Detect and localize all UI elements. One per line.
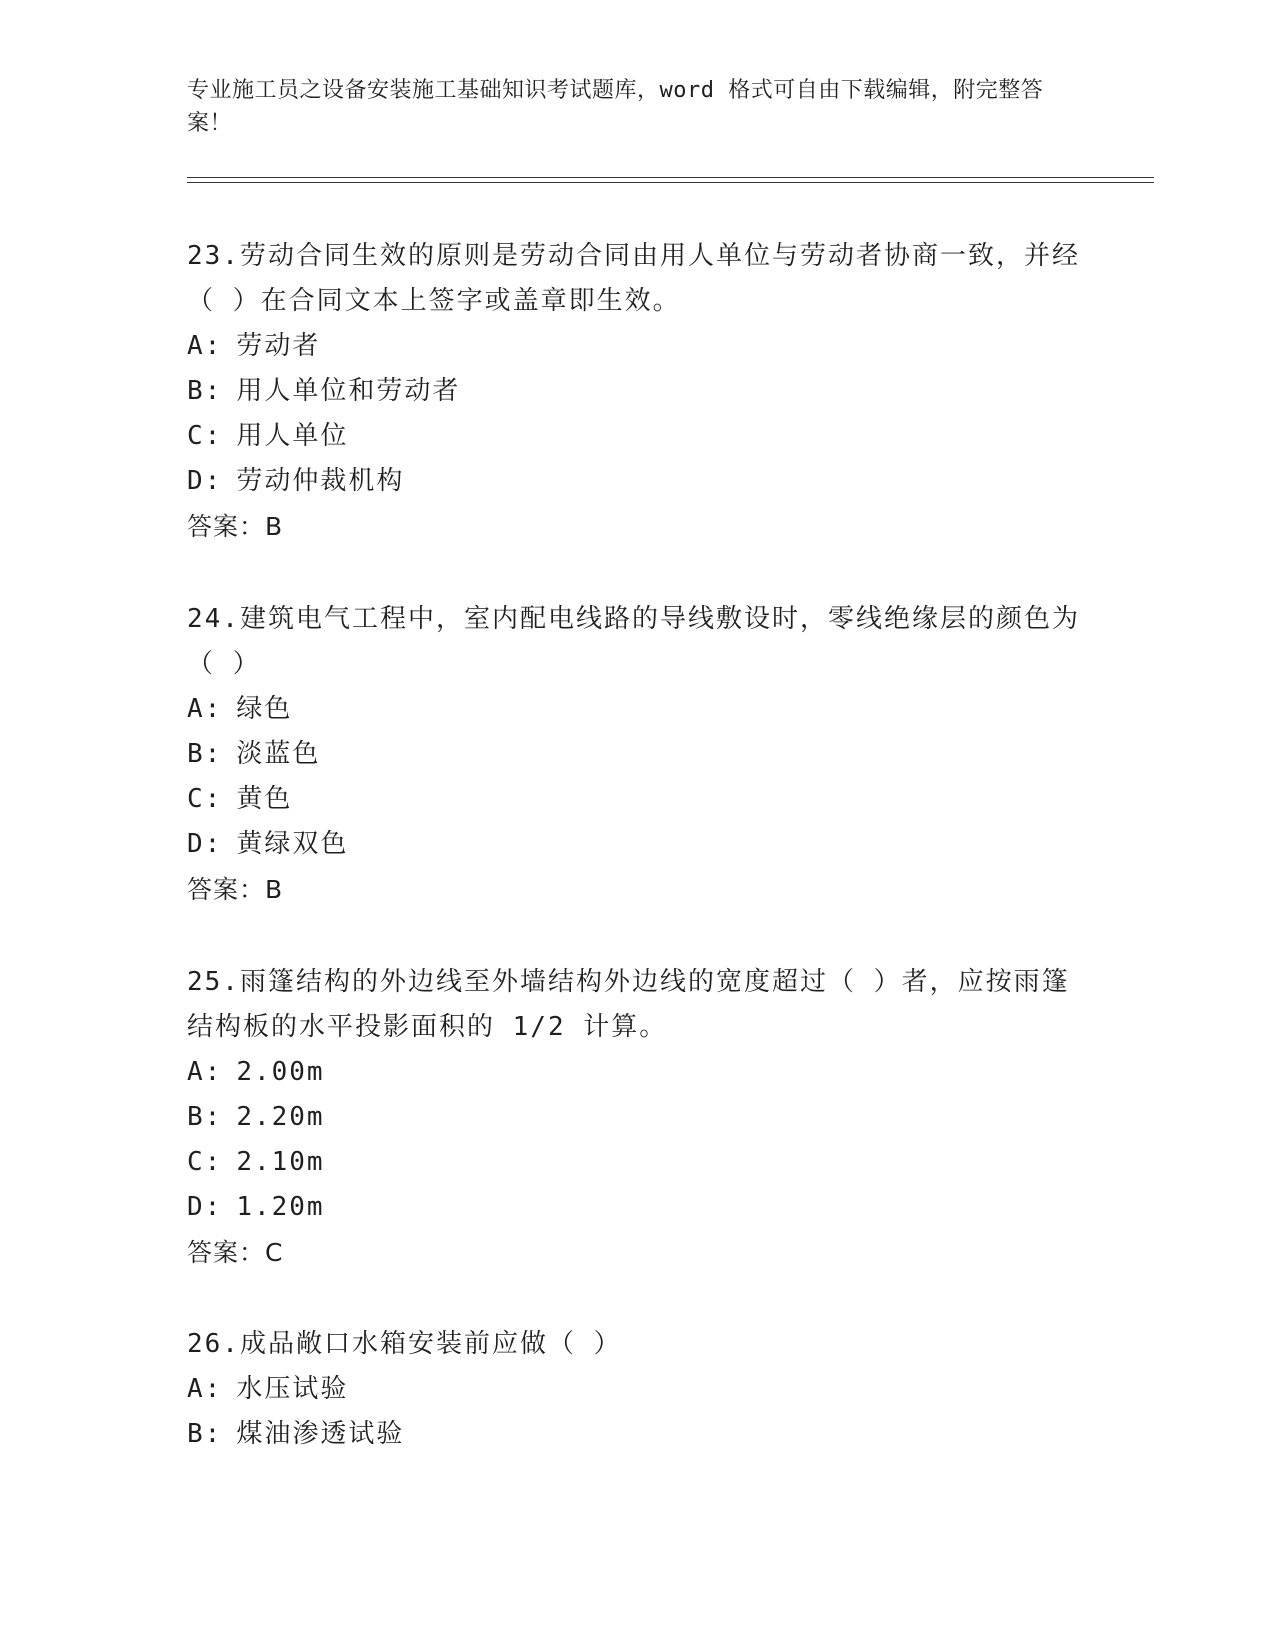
option-a	[187, 324, 1087, 369]
option-separator: :	[204, 466, 223, 496]
answer-label: 答案：	[187, 875, 266, 904]
option-text: 2.20m	[236, 1102, 325, 1132]
option-letter: B	[187, 1102, 205, 1132]
option-separator: :	[204, 1419, 223, 1449]
option-letter: D	[187, 1192, 205, 1222]
question-23	[187, 234, 1087, 549]
option-separator: :	[204, 1102, 223, 1132]
option-letter: D	[187, 829, 205, 859]
option-text: 用人单位和劳动者	[236, 376, 461, 406]
option-letter: A	[187, 694, 205, 724]
answer-value: B	[265, 875, 284, 904]
option-letter: A	[187, 1057, 205, 1087]
option-letter: B	[187, 739, 205, 769]
option-text: 2.00m	[236, 1057, 325, 1087]
option-separator: :	[204, 739, 223, 769]
option-letter: A	[187, 1374, 205, 1404]
option-separator: :	[204, 376, 223, 406]
header-rule-bottom	[187, 182, 1154, 183]
option-d	[187, 822, 1087, 867]
option-letter: B	[187, 376, 205, 406]
answer-line	[187, 1230, 1087, 1275]
option-separator: :	[204, 1147, 223, 1177]
option-c	[187, 777, 1087, 822]
option-letter: C	[187, 421, 205, 451]
option-text: 黄绿双色	[236, 829, 349, 859]
answer-value: B	[265, 512, 284, 541]
option-a	[187, 687, 1087, 732]
option-separator: :	[204, 694, 223, 724]
option-separator: :	[204, 331, 223, 361]
answer-label: 答案：	[187, 512, 266, 541]
question-24	[187, 597, 1087, 912]
option-letter: C	[187, 1147, 205, 1177]
option-letter: A	[187, 331, 205, 361]
option-a	[187, 1367, 1087, 1412]
option-text: 2.10m	[236, 1147, 325, 1177]
option-d	[187, 1185, 1087, 1230]
question-stem: 25.雨篷结构的外边线至外墙结构外边线的宽度超过（ ）者，应按雨篷结构板的水平投影面积的 1/2 计算。	[187, 967, 1070, 1042]
question-26	[187, 1322, 1087, 1457]
option-separator: :	[204, 1374, 223, 1404]
option-b	[187, 1095, 1087, 1140]
option-d	[187, 459, 1087, 504]
question-stem: 26.成品敞口水箱安装前应做（ ）	[187, 1329, 622, 1359]
option-text: 1.20m	[236, 1192, 325, 1222]
option-c	[187, 414, 1087, 459]
option-separator: :	[204, 784, 223, 814]
answer-label: 答案：	[187, 1238, 266, 1267]
answer-value: C	[265, 1238, 284, 1267]
question-25	[187, 960, 1087, 1275]
option-separator: :	[204, 1192, 223, 1222]
option-letter: B	[187, 1419, 205, 1449]
option-b	[187, 369, 1087, 414]
document-header: 专业施工员之设备安装施工基础知识考试题库，word 格式可自由下载编辑，附完整答案！	[187, 78, 1044, 136]
answer-line	[187, 867, 1087, 912]
option-b	[187, 1412, 1087, 1457]
question-stem: 23.劳动合同生效的原则是劳动合同由用人单位与劳动者协商一致，并经（ ）在合同文本上签字或盖章即生效。	[187, 241, 1080, 316]
option-text: 水压试验	[236, 1374, 349, 1404]
option-letter: C	[187, 784, 205, 814]
option-text: 劳动仲裁机构	[236, 466, 405, 496]
option-separator: :	[204, 1057, 223, 1087]
option-separator: :	[204, 421, 223, 451]
option-text: 淡蓝色	[236, 739, 321, 769]
option-text: 黄色	[236, 784, 293, 814]
option-separator: :	[204, 829, 223, 859]
option-text: 用人单位	[236, 421, 349, 451]
option-text: 绿色	[236, 694, 293, 724]
option-a	[187, 1050, 1087, 1095]
option-text: 劳动者	[236, 331, 321, 361]
option-letter: D	[187, 466, 205, 496]
answer-line	[187, 504, 1087, 549]
header-rule-top	[187, 177, 1154, 178]
option-text: 煤油渗透试验	[236, 1419, 405, 1449]
question-stem: 24.建筑电气工程中，室内配电线路的导线敷设时，零线绝缘层的颜色为（ ）	[187, 604, 1080, 679]
option-b	[187, 732, 1087, 777]
option-c	[187, 1140, 1087, 1185]
